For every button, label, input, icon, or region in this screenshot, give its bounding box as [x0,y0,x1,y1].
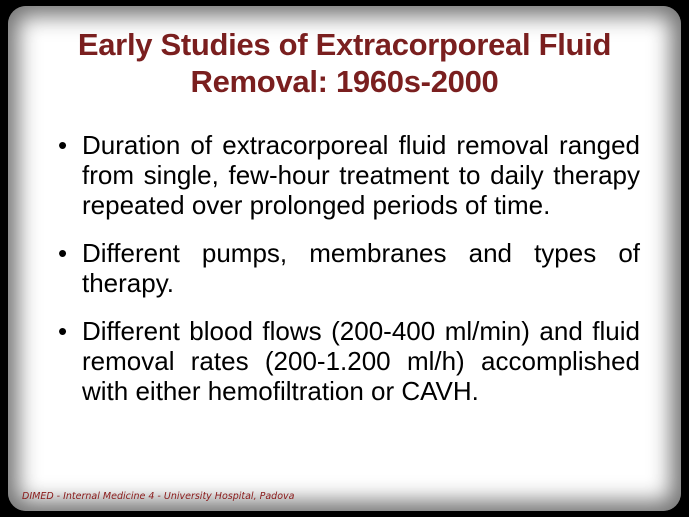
slide-title [38,26,651,100]
bullet-text: Duration of extracorporeal fluid removal ranged from single, few-hour treatment to daily therapy repeated over prolonged periods of time. [82,130,640,220]
bullet-text: Different pumps, membranes and types of therapy. [82,238,640,298]
slide-content [8,6,681,511]
bullet-item [58,316,640,406]
bullet-item [58,130,640,220]
bullet-point-icon: • [58,316,68,346]
title-line-2: Removal: 1960s-2000 [190,64,499,99]
bullet-point-icon: • [58,238,68,268]
bullet-point-icon: • [58,130,68,160]
title-line-1: Early Studies of Extracorporeal Fluid [77,27,612,62]
bullet-text: Different blood flows (200-400 ml/min) and fluid removal rates (200-1.200 ml/h) accomplished with either hemofiltration or CAVH. [82,316,640,406]
bullet-item [58,238,640,298]
bullet-list [58,130,640,424]
footer-credit: DIMED - Internal Medicine 4 - University Hospital, Padova [22,491,295,502]
